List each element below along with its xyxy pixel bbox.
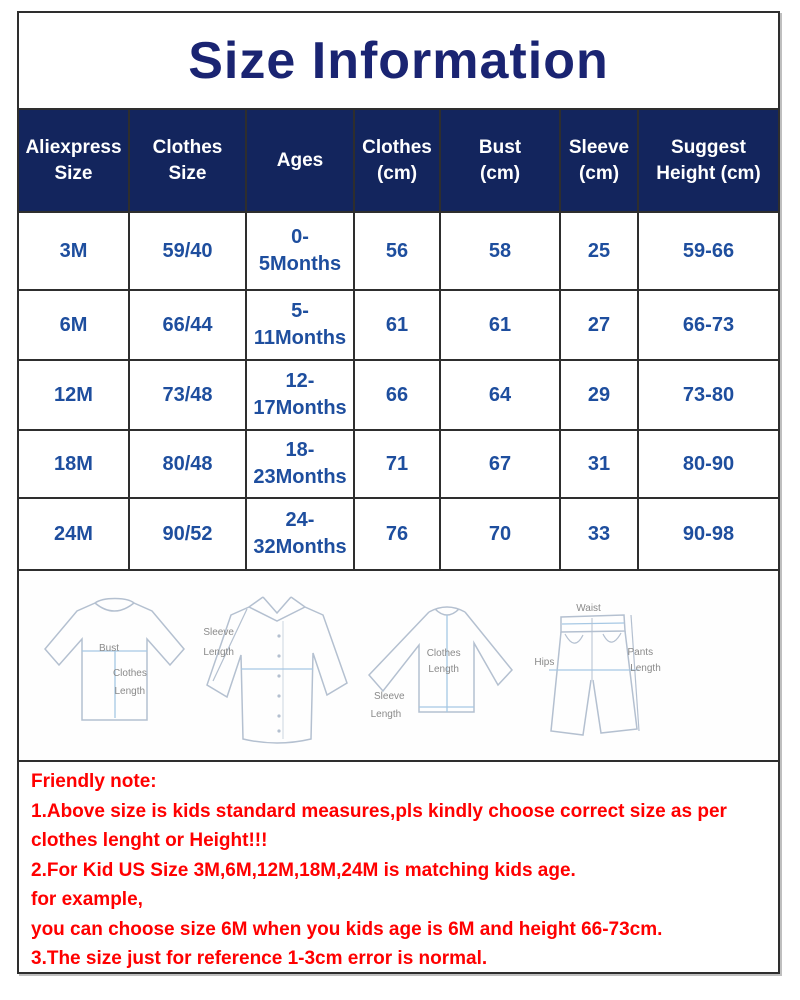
cell-sleeve-cm: 27 <box>561 291 639 361</box>
page-title: Size Information <box>188 31 609 90</box>
cell-sleeve-cm: 29 <box>561 361 639 431</box>
header-line: (cm) <box>578 162 620 184</box>
pants-length-label-line2: Length <box>630 663 661 675</box>
cell-suggest-height: 80-90 <box>639 431 778 499</box>
col-header-clothes-cm <box>355 110 441 213</box>
ages-line2: 23Months <box>253 466 347 488</box>
waist-measure-label: Waist <box>576 602 601 614</box>
clothes-length-label-line1: Clothes <box>112 668 147 680</box>
cell-ages <box>247 291 355 361</box>
cell-suggest-height: 59-66 <box>639 213 778 291</box>
cell-clothes-cm: 71 <box>355 431 441 499</box>
bust-measure-label: Bust <box>99 642 120 654</box>
col-header-sleeve-cm <box>561 110 639 213</box>
col-header-clothes-size <box>130 110 247 213</box>
header-line: Size <box>54 162 93 184</box>
cell-clothes-size: 90/52 <box>130 499 247 571</box>
friendly-note-section <box>19 760 778 974</box>
cell-bust-cm: 67 <box>441 431 561 499</box>
cell-bust-cm: 64 <box>441 361 561 431</box>
col-header-bust-cm <box>441 110 561 213</box>
note-line: clothes lenght or Height!!! <box>31 830 268 851</box>
title-section <box>19 13 778 110</box>
cell-bust-cm: 70 <box>441 499 561 571</box>
ages-line1: 5- <box>291 300 309 322</box>
ages-line1: 12- <box>285 370 315 392</box>
cell-aliexpress-size: 18M <box>19 431 130 499</box>
cell-sleeve-cm: 31 <box>561 431 639 499</box>
cell-clothes-cm: 61 <box>355 291 441 361</box>
cell-ages <box>247 499 355 571</box>
ages-line2: 5Months <box>258 253 342 275</box>
cell-aliexpress-size: 24M <box>19 499 130 571</box>
cell-aliexpress-size: 6M <box>19 291 130 361</box>
sleeve-length-label-line1: Sleeve <box>374 691 405 702</box>
pants-measure-diagram-icon <box>533 585 668 745</box>
header-line: Clothes <box>362 136 432 158</box>
cell-aliexpress-size: 12M <box>19 361 130 431</box>
cell-clothes-size: 66/44 <box>130 291 247 361</box>
header-line: Height (cm) <box>656 162 761 184</box>
ages-line2: 17Months <box>253 397 347 419</box>
note-line: you can choose size 6M when you kids age is 6M and height 66-73cm. <box>31 918 663 940</box>
sleeve-length-label-line2: Length <box>203 647 234 659</box>
cell-ages <box>247 213 355 291</box>
ages-line2: 11Months <box>253 327 347 349</box>
cell-clothes-cm: 76 <box>355 499 441 571</box>
cell-clothes-cm: 56 <box>355 213 441 291</box>
note-line: 1.Above size is kids standard measures,pls kindly choose correct size as per <box>31 800 727 822</box>
cell-bust-cm: 61 <box>441 291 561 361</box>
note-heading: Friendly note: <box>31 771 157 792</box>
header-line: Aliexpress <box>25 136 122 158</box>
note-line: 3.The size just for reference 1-3cm error is normal. <box>31 948 488 969</box>
cell-clothes-cm: 66 <box>355 361 441 431</box>
cell-sleeve-cm: 33 <box>561 499 639 571</box>
hips-measure-label: Hips <box>534 657 555 668</box>
measurement-diagrams <box>19 571 778 760</box>
cell-ages <box>247 431 355 499</box>
note-line: 2.For Kid US Size 3M,6M,12M,18M,24M is matching kids age. <box>31 859 576 881</box>
ages-line1: 24- <box>285 509 315 531</box>
size-table <box>19 110 778 571</box>
cell-sleeve-cm: 25 <box>561 213 639 291</box>
ages-line1: 0- <box>291 226 309 248</box>
col-header-ages <box>247 110 355 213</box>
ages-line1: 18- <box>285 439 315 461</box>
clothes-length-label-line2: Length <box>114 685 146 697</box>
clothes-length-label-line2: Length <box>428 664 459 675</box>
header-line: Ages <box>276 149 324 171</box>
cell-clothes-size: 73/48 <box>130 361 247 431</box>
ages-line2: 32Months <box>253 536 347 558</box>
note-line: for example, <box>31 889 143 910</box>
size-chart-card <box>17 11 780 974</box>
header-line: Size <box>168 162 207 184</box>
cell-suggest-height: 73-80 <box>639 361 778 431</box>
col-header-suggest-height <box>639 110 778 213</box>
header-line: (cm) <box>376 162 418 184</box>
header-line: Sleeve <box>568 136 630 158</box>
col-header-aliexpress-size <box>19 110 130 213</box>
sleeve-length-label-line2: Length <box>370 709 402 720</box>
header-line: Bust <box>478 136 522 158</box>
cell-clothes-size: 80/48 <box>130 431 247 499</box>
header-line: Clothes <box>152 136 223 158</box>
cell-ages <box>247 361 355 431</box>
shirt-measure-diagram-icon <box>197 581 355 751</box>
cell-suggest-height: 90-98 <box>639 499 778 571</box>
sleeve-length-label-line1: Sleeve <box>203 626 234 638</box>
clothes-length-label-line1: Clothes <box>426 647 461 659</box>
cell-aliexpress-size: 3M <box>19 213 130 291</box>
cell-suggest-height: 66-73 <box>639 291 778 361</box>
cell-clothes-size: 59/40 <box>130 213 247 291</box>
sweater-measure-diagram-icon <box>37 585 192 745</box>
raglan-shirt-measure-diagram-icon <box>357 595 527 745</box>
pants-length-label-line1: Pants <box>627 647 654 659</box>
header-line: (cm) <box>479 162 521 184</box>
header-line: Suggest <box>671 136 746 158</box>
cell-bust-cm: 58 <box>441 213 561 291</box>
